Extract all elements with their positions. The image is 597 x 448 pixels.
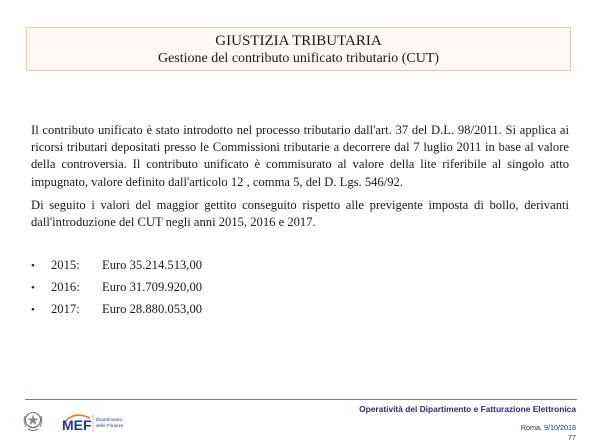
paragraph-intro: Il contributo unificato è stato introdotto nel processo tributario dall'art. 37 del D.L. 98/2011. Si applica ai ricorsi tributari depositati presso le Commissioni tributarie a decorrere dal 7 luglio 2011 in base al valore della controversia. Il contributo unificato è commisurato al valore della lite riferibile al singolo atto impugnato, valore definito dall'articolo 12 , comma 5, del D. Lgs. 546/92. — [31, 123, 569, 189]
revenue-list — [31, 258, 431, 324]
title-box — [26, 27, 571, 71]
page-number: 77 — [568, 433, 576, 442]
footer-info — [359, 404, 576, 443]
list-item — [31, 280, 431, 302]
page-title: GIUSTIZIA TRIBUTARIA — [215, 33, 382, 49]
mef-logo-caption-1: Dipartimento — [96, 417, 123, 422]
mef-logo-caption-2: delle Finanze — [96, 423, 124, 428]
list-item-value: Euro 35.214.513,00 — [102, 258, 203, 272]
footer-date: Roma, 9/10/2018 — [520, 423, 576, 432]
body-text — [31, 122, 569, 237]
bullet-icon: • — [31, 260, 35, 272]
list-item-value: Euro 28.880.053,00 — [102, 302, 203, 316]
mef-logo — [60, 409, 126, 435]
mef-logo-text: MEF — [62, 417, 92, 433]
list-item-year: 2015: — [51, 258, 80, 272]
bullet-icon: • — [31, 304, 35, 316]
page-subtitle: Gestione del contributo unificato tributario (CUT) — [157, 51, 440, 66]
bullet-icon: • — [31, 282, 35, 294]
list-item — [31, 302, 431, 324]
paragraph-values: Di seguito i valori del maggior gettito conseguito rispetto alle previgente imposta di bollo, derivanti dall'introduzione del CUT negli anni 2015, 2016 e 2017. — [31, 197, 569, 230]
footer-department: Operatività del Dipartimento e Fatturazione Elettronica — [359, 404, 576, 414]
footer-divider — [25, 399, 577, 400]
list-item — [31, 258, 431, 280]
italian-emblem-icon — [22, 407, 44, 433]
list-item-year: 2016: — [51, 280, 80, 294]
list-item-year: 2017: — [51, 302, 80, 316]
list-item-value: Euro 31.709.920,00 — [102, 280, 203, 294]
